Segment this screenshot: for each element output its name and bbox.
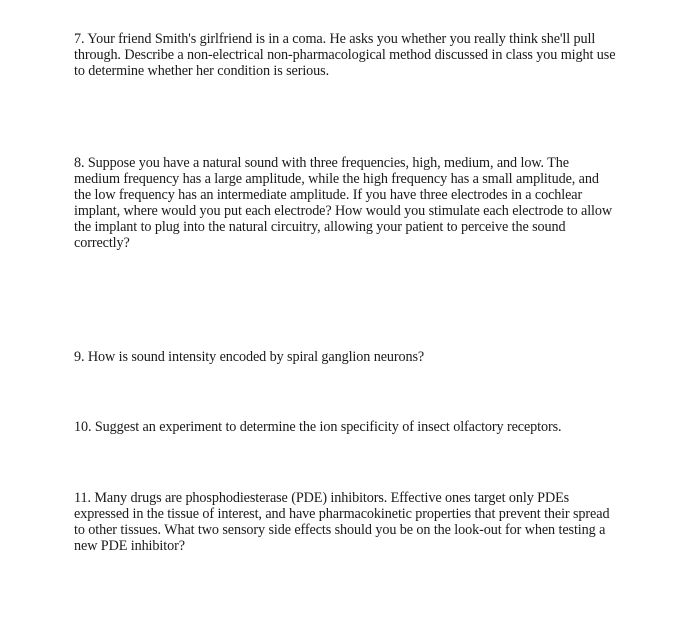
question-10-line-1: 10. Suggest an experiment to determine the ion specificity of insect olfactory receptors. [74,419,562,435]
question-11-line-3: to other tissues. What two sensory side effects should you be on the look-out for when testing a [74,522,606,538]
question-7-line-1: 7. Your friend Smith's girlfriend is in a coma. He asks you whether you really think she'll pull [74,31,596,47]
question-11-line-4: new PDE inhibitor? [74,538,185,554]
question-8-line-6: correctly? [74,235,130,251]
question-8-line-4: implant, where would you put each electrode? How would you stimulate each electrode to allow [74,203,613,219]
question-7 [74,31,674,79]
question-8-line-2: medium frequency has a large amplitude, while the high frequency has a small amplitude, and [74,171,599,187]
question-11 [74,490,674,554]
question-11-line-2: expressed in the tissue of interest, and have pharmacokinetic properties that prevent their spread [74,506,610,522]
question-8-line-5: the implant to plug into the natural circuitry, allowing your patient to perceive the sound [74,219,566,235]
question-7-line-2: through. Describe a non-electrical non-pharmacological method discussed in class you might use [74,47,616,63]
question-11-line-1: 11. Many drugs are phosphodiesterase (PDE) inhibitors. Effective ones target only PDEs [74,490,570,506]
question-9 [74,349,674,365]
question-8 [74,155,674,251]
question-7-line-3: to determine whether her condition is serious. [74,63,330,79]
question-10 [74,419,674,435]
question-9-line-1: 9. How is sound intensity encoded by spiral ganglion neurons? [74,349,425,365]
question-8-line-3: the low frequency has an intermediate amplitude. If you have three electrodes in a cochlear [74,187,583,203]
question-8-line-1: 8. Suppose you have a natural sound with three frequencies, high, medium, and low. The [74,155,569,171]
